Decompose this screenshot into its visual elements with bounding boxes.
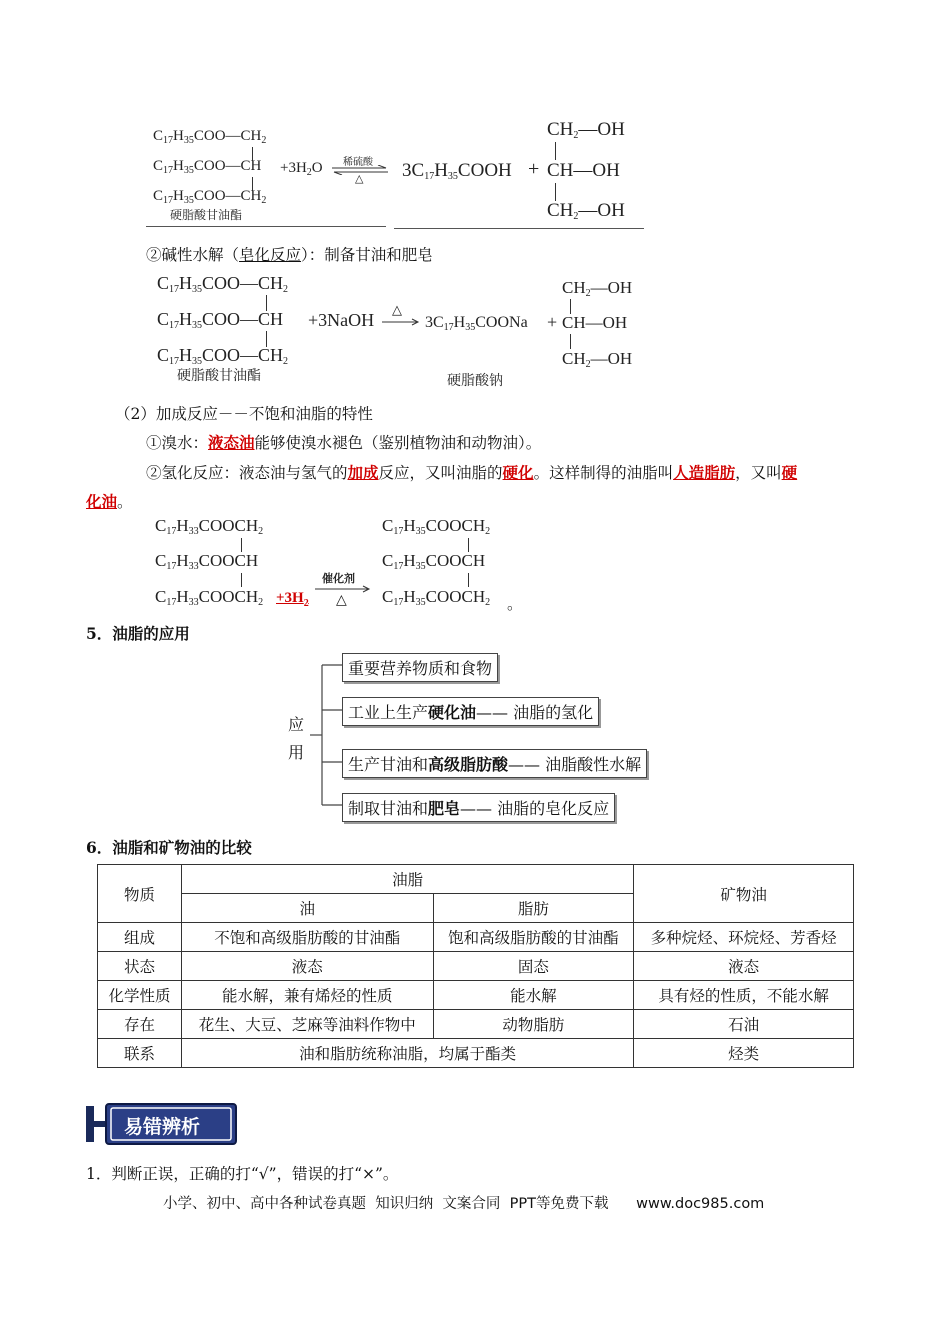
acid-glycerol-line-1: $CH_2—OH$ — [547, 119, 625, 141]
stearic-acid-product: $3C_{17}H_{35}COOH$ — [402, 160, 512, 182]
basic-heat: △ — [392, 303, 402, 318]
sat-line-1: $C_{17}H_{35}COOCH_2$ — [382, 516, 491, 537]
addition-title: （2）加成反应－－不饱和油脂的特性 — [115, 405, 373, 423]
basic-plus: + — [547, 312, 558, 332]
table-row: 状态 液态 固态 液态 — [98, 952, 854, 981]
acid-glycerol-line-2: CH—OH — [547, 160, 620, 181]
comparison-table — [97, 864, 854, 1068]
footer-text: 小学、初中、高中各种试卷真题 知识归纳 文案合同 PPT等免费下载 www.doc985.com — [163, 1196, 765, 1212]
bracket-lines — [310, 655, 346, 815]
sat-line-3: $C_{17}H_{35}COOCH_2$ — [382, 587, 491, 608]
basic-hydrolysis-line: ②碱性水解（皂化反应）：制备甘油和肥皂 — [146, 246, 433, 264]
basic-glycerol-line-2: CH—OH — [562, 313, 628, 332]
unsat-line-2: $C_{17}H_{33}COOCH$ — [155, 551, 259, 572]
application-item-1: 重要营养物质和食物 — [342, 653, 498, 682]
unsat-line-3: $C_{17}H_{33}COOCH_2$ — [155, 587, 264, 608]
application-item-2: 工业上生产硬化油—— 油脂的氢化 — [342, 697, 599, 726]
acid-glycerol-line-3: $CH_2—OH$ — [547, 200, 625, 222]
banner-text: 易错辨析 — [124, 1116, 201, 1138]
naoh-reagent: +3NaOH — [308, 310, 375, 330]
reaction-arrow-icon — [382, 318, 422, 326]
acid-heat: △ — [355, 172, 364, 185]
soap-product: $3C_{17}H_{35}COONa$ — [425, 314, 528, 333]
table-header-row — [98, 865, 854, 894]
bromine-line: ①溴水：液态油能够使溴水褪色（鉴别植物油和动物油）。 — [146, 433, 542, 452]
acid-reactant-label: 硬脂酸甘油酯 — [170, 208, 243, 222]
header-fat: 油脂 — [181, 865, 633, 894]
section6-title: 6．油脂和矿物油的比较 — [86, 838, 252, 857]
sat-line-2: $C_{17}H_{35}COOCH$ — [382, 551, 486, 572]
hydrogenation-line-cont: 化油。 — [86, 492, 133, 511]
hydro-end: 。 — [507, 595, 523, 613]
acid-plus: + — [528, 158, 540, 180]
unsat-line-1: $C_{17}H_{33}COOCH_2$ — [155, 516, 264, 537]
water-reagent: $+3H_2O$ — [280, 160, 323, 178]
table-row: 联系 油和脂肪统称油脂，均属于酯类 烃类 — [98, 1039, 854, 1068]
header-mineral: 矿物油 — [634, 865, 854, 923]
question-1: 1．判断正误，正确的打“√”，错误的打“×”。 — [86, 1165, 399, 1183]
acid-reactant-line-3: $C_{17}H_{35}COO—CH_2$ — [153, 188, 267, 206]
table-row: 组成 不饱和高级脂肪酸的甘油酯 饱和高级脂肪酸的甘油酯 多种烷烃、环烷烃、芳香烃 — [98, 923, 854, 952]
hydro-heat: △ — [336, 592, 347, 608]
basic-glycerol-line-3: $CH_2—OH$ — [562, 349, 633, 370]
basic-reactant-line-2: $C_{17}H_{35}COO—CH$ — [157, 309, 284, 331]
hydrogen-reagent: $+3H_2$ — [276, 590, 309, 609]
root-char-1: 应 — [288, 715, 305, 734]
table-row: 化学性质 能水解，兼有烯烃的性质 能水解 具有烃的性质，不能水解 — [98, 981, 854, 1010]
acid-reactant-line-1: $C_{17}H_{35}COO—CH_2$ — [153, 128, 267, 146]
header-oil: 油 — [181, 894, 433, 923]
acid-reactant-line-2: $C_{17}H_{35}COO—CH$ — [153, 158, 262, 176]
table-row: 存在 花生、大豆、芝麻等油料作物中 动物脂肪 石油 — [98, 1010, 854, 1039]
root-char-2: 用 — [288, 743, 305, 762]
section-banner — [86, 1102, 238, 1146]
soap-label: 硬脂酸钠 — [447, 373, 503, 389]
hydro-catalyst: 催化剂 — [322, 572, 355, 585]
basic-reactant-line-3: $C_{17}H_{35}COO—CH_2$ — [157, 345, 289, 367]
section5-title: 5．油脂的应用 — [86, 624, 190, 643]
basic-reactant-label: 硬脂酸甘油酯 — [177, 368, 261, 384]
application-item-3: 生产甘油和高级脂肪酸—— 油脂酸性水解 — [342, 749, 647, 778]
header-fatty: 脂肪 — [433, 894, 634, 923]
header-substance: 物质 — [98, 865, 182, 923]
application-item-4: 制取甘油和肥皂—— 油脂的皂化反应 — [342, 793, 615, 822]
basic-reactant-line-1: $C_{17}H_{35}COO—CH_2$ — [157, 273, 289, 295]
hydrogenation-line: ②氢化反应：液态油与氢气的加成反应，又叫油脂的硬化。这样制得的油脂叫人造脂肪，又叫硬 — [146, 463, 798, 482]
acid-catalyst: 稀硫酸 — [343, 157, 373, 168]
basic-glycerol-line-1: $CH_2—OH$ — [562, 278, 633, 299]
